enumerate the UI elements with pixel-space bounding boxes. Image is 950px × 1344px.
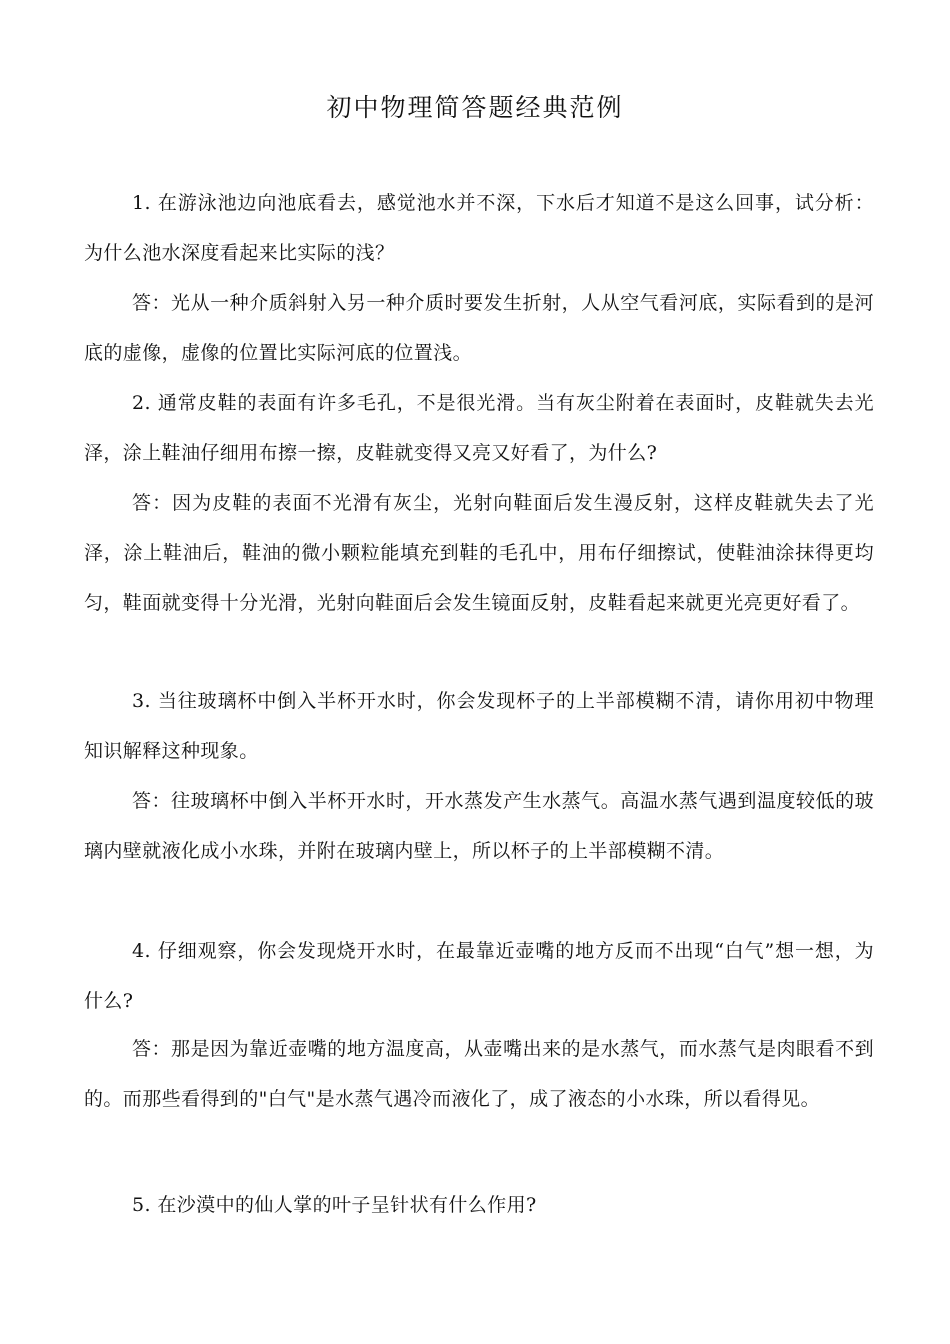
question-4: 4. 仔细观察，你会发现烧开水时，在最靠近壶嘴的地方反而不出现“白气”想一想，为什么? <box>84 940 874 1012</box>
question-3: 3. 当往玻璃杯中倒入半杯开水时，你会发现杯子的上半部模糊不清，请你用初中物理知识解释这种现象。 <box>84 690 874 762</box>
question-2: 2. 通常皮鞋的表面有许多毛孔，不是很光滑。当有灰尘附着在表面时，皮鞋就失去光泽，涂上鞋油仔细用布擦一擦，皮鞋就变得又亮又好看了，为什么? <box>84 392 874 464</box>
question-1: 1. 在游泳池边向池底看去，感觉池水并不深，下水后才知道不是这么回事，试分析：为什么池水深度看起来比实际的浅？ <box>84 192 874 264</box>
answer-4: 答：那是因为靠近壶嘴的地方温度高，从壶嘴出来的是水蒸气，而水蒸气是肉眼看不到的。而那些看得到的"白气"是水蒸气遇冷而液化了，成了液态的小水珠，所以看得见。 <box>84 1038 874 1110</box>
answer-2: 答：因为皮鞋的表面不光滑有灰尘，光射向鞋面后发生漫反射，这样皮鞋就失去了光泽，涂上鞋油后，鞋油的微小颗粒能填充到鞋的毛孔中，用布仔细擦试，使鞋油涂抹得更均匀，鞋面就变得十分光滑，光射向鞋面后会发生镜面反射，皮鞋看起来就更光亮更好看了。 <box>84 492 874 614</box>
document-title: 初中物理简答题经典范例 <box>326 93 624 122</box>
question-5: 5. 在沙漠中的仙人掌的叶子呈针状有什么作用? <box>132 1194 537 1216</box>
answer-1: 答：光从一种介质斜射入另一种介质时要发生折射，人从空气看河底，实际看到的是河底的虚像，虚像的位置比实际河底的位置浅。 <box>84 292 874 364</box>
answer-3: 答：往玻璃杯中倒入半杯开水时，开水蒸发产生水蒸气。高温水蒸气遇到温度较低的玻璃内壁就液化成小水珠，并附在玻璃内壁上，所以杯子的上半部模糊不清。 <box>84 790 874 862</box>
